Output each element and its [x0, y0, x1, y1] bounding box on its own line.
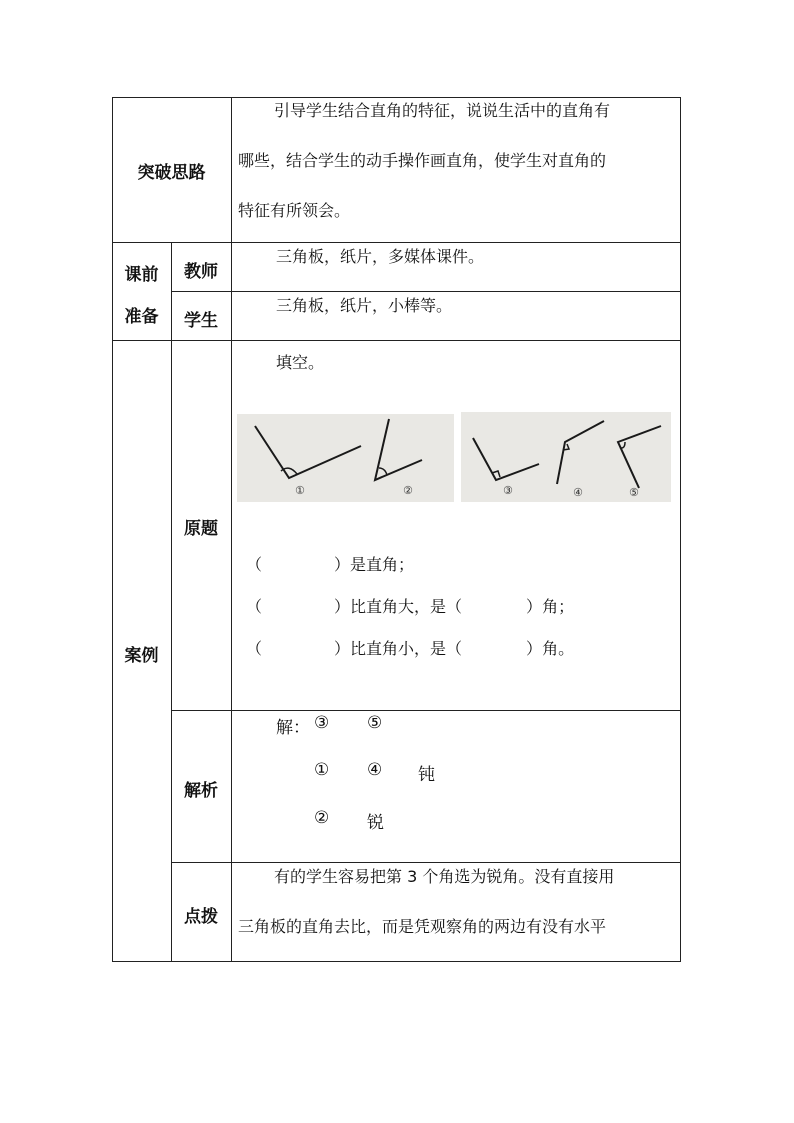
angles-drawing-1: [237, 414, 454, 502]
angle-number-3: ③: [503, 484, 513, 497]
blank-2-text: 比直角大，是（: [350, 597, 463, 616]
blank-2-close2: ）: [526, 597, 543, 616]
angles-photo-1: [237, 414, 454, 502]
original-instruction: 填空。: [276, 353, 325, 372]
breakthrough-line-3: 特征有所领会。: [238, 201, 351, 220]
blank-line-3: [246, 636, 574, 661]
breakthrough-label: 突破思路: [137, 163, 206, 183]
table-col-divider-2: [231, 97, 232, 962]
analysis-row1-a: ③: [314, 713, 330, 733]
table-divider-2: [171, 291, 681, 292]
table-divider-4: [171, 710, 681, 711]
table-border-right: [680, 97, 681, 962]
blank-3-text2: 角。: [542, 639, 575, 658]
blank-3-open: （: [246, 639, 263, 658]
case-label: 案例: [124, 646, 159, 666]
analysis-row3-a: ②: [314, 808, 330, 828]
teacher-text: 三角板，纸片，多媒体课件。: [276, 247, 485, 266]
angle-number-4: ④: [573, 486, 583, 499]
tip-label: 点拨: [184, 907, 218, 927]
original-label: 原题: [184, 519, 218, 539]
blank-3-close: ）: [334, 639, 351, 658]
teacher-label: 教师: [184, 262, 218, 282]
breakthrough-line-2: 哪些，结合学生的动手操作画直角，使学生对直角的: [238, 151, 607, 170]
blank-2-open: （: [246, 597, 263, 616]
angle-number-1: ①: [295, 484, 305, 497]
student-label: 学生: [184, 311, 218, 331]
angles-drawing-2: [461, 412, 671, 502]
table-border-bottom: [112, 961, 681, 962]
angle-number-5: ⑤: [629, 486, 639, 499]
table-divider-1: [112, 242, 681, 243]
analysis-row3-b: 锐: [367, 813, 384, 833]
blank-1-close: ）: [334, 555, 351, 574]
prep-label-line1: 课前: [124, 265, 159, 285]
analysis-prefix: 解：: [276, 718, 310, 738]
blank-1-open: （: [246, 555, 263, 574]
analysis-row2-c: 钝: [418, 765, 435, 785]
analysis-row1-b: ⑤: [367, 713, 383, 733]
angle-number-2: ②: [403, 484, 413, 497]
blank-1-text: 是直角；: [350, 555, 415, 574]
table-border-left: [112, 97, 113, 962]
table-divider-3: [112, 340, 681, 341]
student-text: 三角板，纸片，小棒等。: [276, 296, 453, 315]
blank-2-text2: 角；: [542, 597, 575, 616]
breakthrough-line-1: 引导学生结合直角的特征，说说生活中的直角有: [274, 101, 611, 120]
analysis-label: 解析: [184, 781, 218, 801]
analysis-row2-b: ④: [367, 760, 383, 780]
table-col-divider-1: [171, 242, 172, 962]
analysis-row2-a: ①: [314, 760, 330, 780]
tip-line-1: 有的学生容易把第 3 个角选为锐角。没有直接用: [274, 867, 615, 886]
blank-3-text: 比直角小，是（: [350, 639, 463, 658]
blank-line-2: [246, 594, 574, 619]
blank-3-close2: ）: [526, 639, 543, 658]
breakthrough-text: [238, 86, 678, 236]
tip-line-2: 三角板的直角去比，而是凭观察角的两边有没有水平: [238, 917, 607, 936]
tip-text: [238, 852, 678, 952]
blank-line-1: [246, 552, 414, 577]
angles-photo-2: [461, 412, 671, 502]
blank-2-close: ）: [334, 597, 351, 616]
prep-label-line2: 准备: [124, 307, 159, 327]
